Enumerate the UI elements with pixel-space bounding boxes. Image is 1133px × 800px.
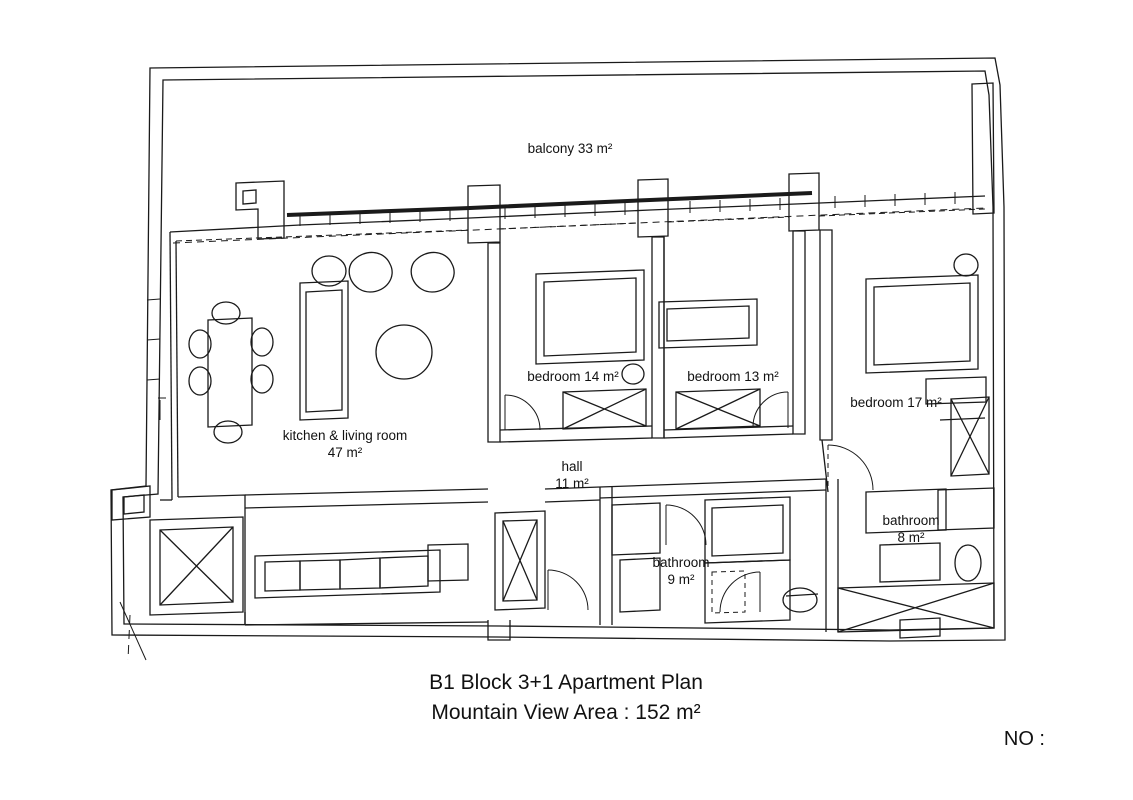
room-label-balcony-line1: balcony 33 m² [527,141,613,156]
room-label-kitchen-living [283,428,408,462]
room-label-bedroom-17 [850,395,942,412]
shaft-box-hall-left [495,511,545,610]
room-label-bedroom-17-line1: bedroom 17 m² [850,395,942,410]
room-label-bedroom-14-line1: bedroom 14 m² [527,369,619,384]
bedroom-17-door [828,445,873,492]
living-room-zone [160,489,488,625]
bedroom-14-door [505,395,540,430]
bedroom-13-furniture [659,299,760,429]
balcony-corner-detail [236,181,284,239]
drawing-title: B1 Block 3+1 Apartment Plan [429,671,703,694]
kitchen-counter [255,544,468,598]
room-label-bathroom-9 [652,555,709,589]
room-label-bathroom-9-line1: bathroom [652,555,710,570]
balcony-area [170,193,985,243]
room-label-bedroom-14 [527,369,619,386]
facade-piers [468,173,819,243]
room-label-bedroom-13 [687,369,779,386]
bedroom-14-walls [488,237,664,442]
room-label-hall-line1: hall [561,459,583,474]
left-entry-block [112,486,150,520]
room-label-kitchen-living-line2: 47 m² [327,444,363,460]
room-label-bathroom-8-line1: bathroom [882,513,940,528]
room-label-bathroom-8-line2: 8 m² [897,529,925,545]
bedroom-13-door [753,392,788,428]
stair-shaft-left [150,517,243,615]
bathroom-8 [826,479,994,638]
bedroom-17-furniture [866,254,989,476]
room-label-bedroom-13-line1: bedroom 13 m² [687,369,779,384]
bedroom-13-walls [664,231,805,438]
dining-set [189,302,273,443]
room-label-bathroom-8 [882,513,939,547]
bedroom-14-furniture [536,270,646,429]
room-label-hall-line2: 11 m² [555,475,589,491]
drawing-subtitle: Mountain View Area : 152 m² [431,701,701,725]
room-label-kitchen-living-line1: kitchen & living room [282,428,408,443]
left-edge-detail [147,299,166,420]
room-label-hall [555,459,589,493]
room-label-bathroom-9-line2: 9 m² [667,571,695,587]
room-label-balcony [528,141,613,158]
lounge-furniture [300,252,454,420]
drawing-number-label: NO : [1003,728,1045,750]
drawing-title-block [429,668,703,729]
bathroom-9 [612,497,818,623]
